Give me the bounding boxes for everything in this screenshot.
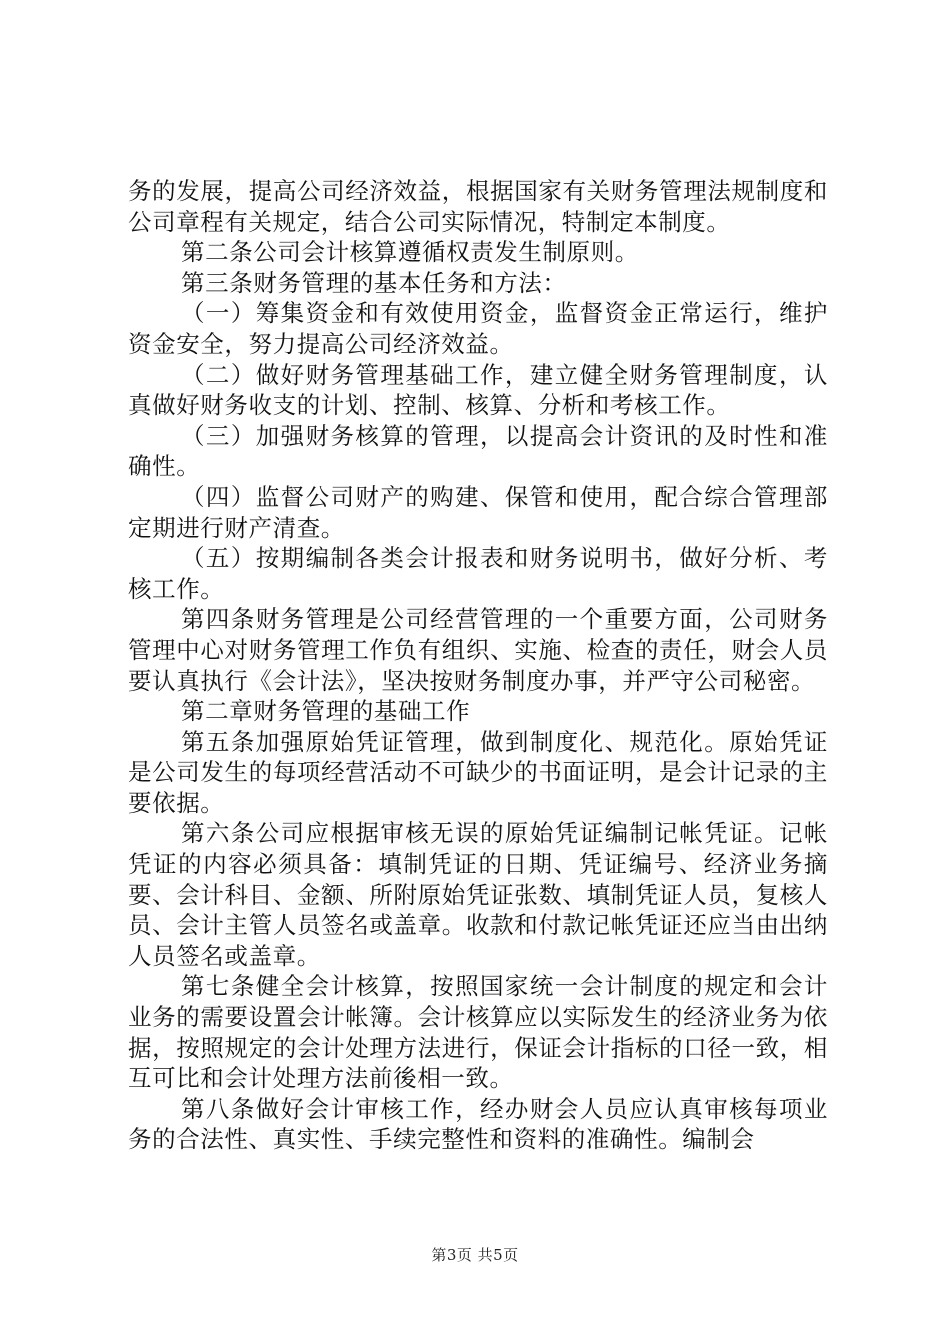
- paragraph-item-1: （一）筹集资金和有效使用资金，监督资金正常运行，维护资金安全，努力提高公司经济效益。: [128, 299, 828, 358]
- paragraph-continuation: 务的发展，提高公司经济效益，根据国家有关财务管理法规制度和公司章程有关规定，结合公司实际情况，特制定本制度。: [128, 177, 828, 236]
- paragraph-article-8: 第八条做好会计审核工作，经办财会人员应认真审核每项业务的合法性、真实性、手续完整性和资料的准确性。编制会: [128, 1094, 828, 1154]
- paragraph-article-2: 第二条公司会计核算遵循权责发生制原则。: [181, 238, 639, 267]
- paragraph-item-4: （四）监督公司财产的购建、保管和使用，配合综合管理部定期进行财产清查。: [128, 482, 828, 542]
- paragraph-article-5: 第五条加强原始凭证管理，做到制度化、规范化。原始凭证是公司发生的每项经营活动不可缺少的书面证明，是会计记录的主要依据。: [128, 727, 828, 817]
- paragraph-article-4: 第四条财务管理是公司经营管理的一个重要方面，公司财务管理中心对财务管理工作负有组织、实施、检查的责任，财会人员要认真执行《会计法》，坚决按财务制度办事，并严守公司秘密。: [128, 605, 828, 695]
- paragraph-article-7: 第七条健全会计核算，按照国家统一会计制度的规定和会计业务的需要设置会计帐簿。会计核算应以实际发生的经济业务为依据，按照规定的会计处理方法进行，保证会计指标的口径一致，相互可比和会计处理方法前後相一致。: [128, 972, 828, 1093]
- paragraph-item-2: （二）做好财务管理基础工作，建立健全财务管理制度，认真做好财务收支的计划、控制、核算、分析和考核工作。: [128, 360, 828, 420]
- paragraph-item-5: （五）按期编制各类会计报表和财务说明书，做好分析、考核工作。: [128, 544, 828, 603]
- paragraph-article-3: 第三条财务管理的基本任务和方法：: [181, 268, 567, 297]
- document-body: [128, 176, 828, 1155]
- paragraph-article-6: 第六条公司应根据审核无误的原始凭证编制记帐凭证。记帐凭证的内容必须具备：填制凭证的日期、凭证编号、经济业务摘要、会计科目、金额、所附原始凭证张数、填制凭证人员，复核人员、会计主管人员签名或盖章。收款和付款记帐凭证还应当由出纳人员签名或盖章。: [128, 819, 828, 970]
- page-number-label: 第3页 共5页: [431, 1246, 519, 1264]
- paragraph-item-3: （三）加强财务核算的管理，以提高会计资讯的及时性和准确性。: [128, 421, 828, 481]
- page-footer: [0, 1244, 950, 1265]
- chapter-heading: 第二章财务管理的基础工作: [181, 697, 471, 726]
